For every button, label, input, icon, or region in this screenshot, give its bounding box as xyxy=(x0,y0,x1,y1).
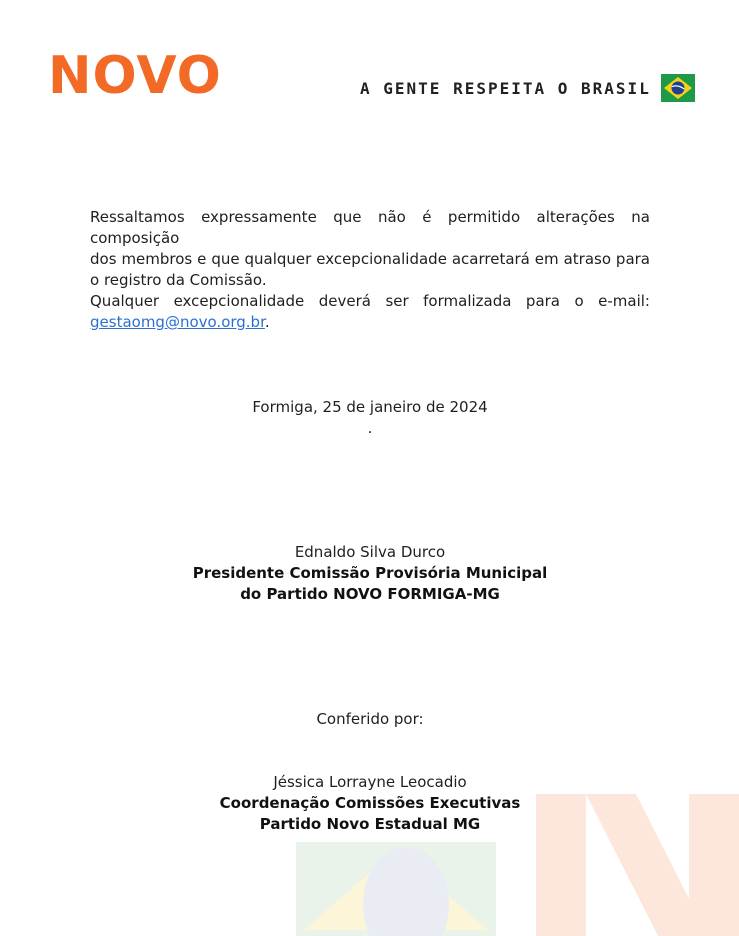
email-link[interactable]: gestaomg@novo.org.br xyxy=(90,313,265,331)
paragraph-line: Ressaltamos expressamente que não é permitido alterações na composição xyxy=(90,208,650,247)
date-block xyxy=(90,397,650,439)
signer-title: Presidente Comissão Provisória Municipal xyxy=(192,564,548,582)
brazil-flag-icon xyxy=(661,74,695,102)
slogan-text: A GENTE RESPEITA O BRASIL xyxy=(360,78,651,98)
signer-name: Ednaldo Silva Durco xyxy=(294,543,446,561)
signer-block-president xyxy=(90,542,650,605)
novo-logo: NOVO xyxy=(48,46,222,106)
checked-by-label: Conferido por: xyxy=(316,710,424,728)
paragraph-line: o registro da Comissão. xyxy=(90,271,267,289)
date-text: Formiga, 25 de janeiro de 2024 xyxy=(252,398,488,416)
paragraph-line: dos membros e que qualquer excepcionalidade acarretará em atraso para xyxy=(90,250,650,268)
novo-watermark xyxy=(296,790,739,936)
date-dot: . xyxy=(367,419,373,437)
email-line xyxy=(90,312,650,333)
signer-title: do Partido NOVO FORMIGA-MG xyxy=(240,585,500,603)
signer-name: Jéssica Lorrayne Leocadio xyxy=(273,773,467,791)
body-paragraph xyxy=(90,207,650,333)
paragraph-line: Qualquer excepcionalidade deverá ser formalizada para o e-mail: xyxy=(90,292,650,310)
email-suffix: . xyxy=(264,313,270,331)
signer-title: Coordenação Comissões Executivas xyxy=(219,794,521,812)
signer-title: Partido Novo Estadual MG xyxy=(259,815,481,833)
slogan-block xyxy=(360,74,695,102)
